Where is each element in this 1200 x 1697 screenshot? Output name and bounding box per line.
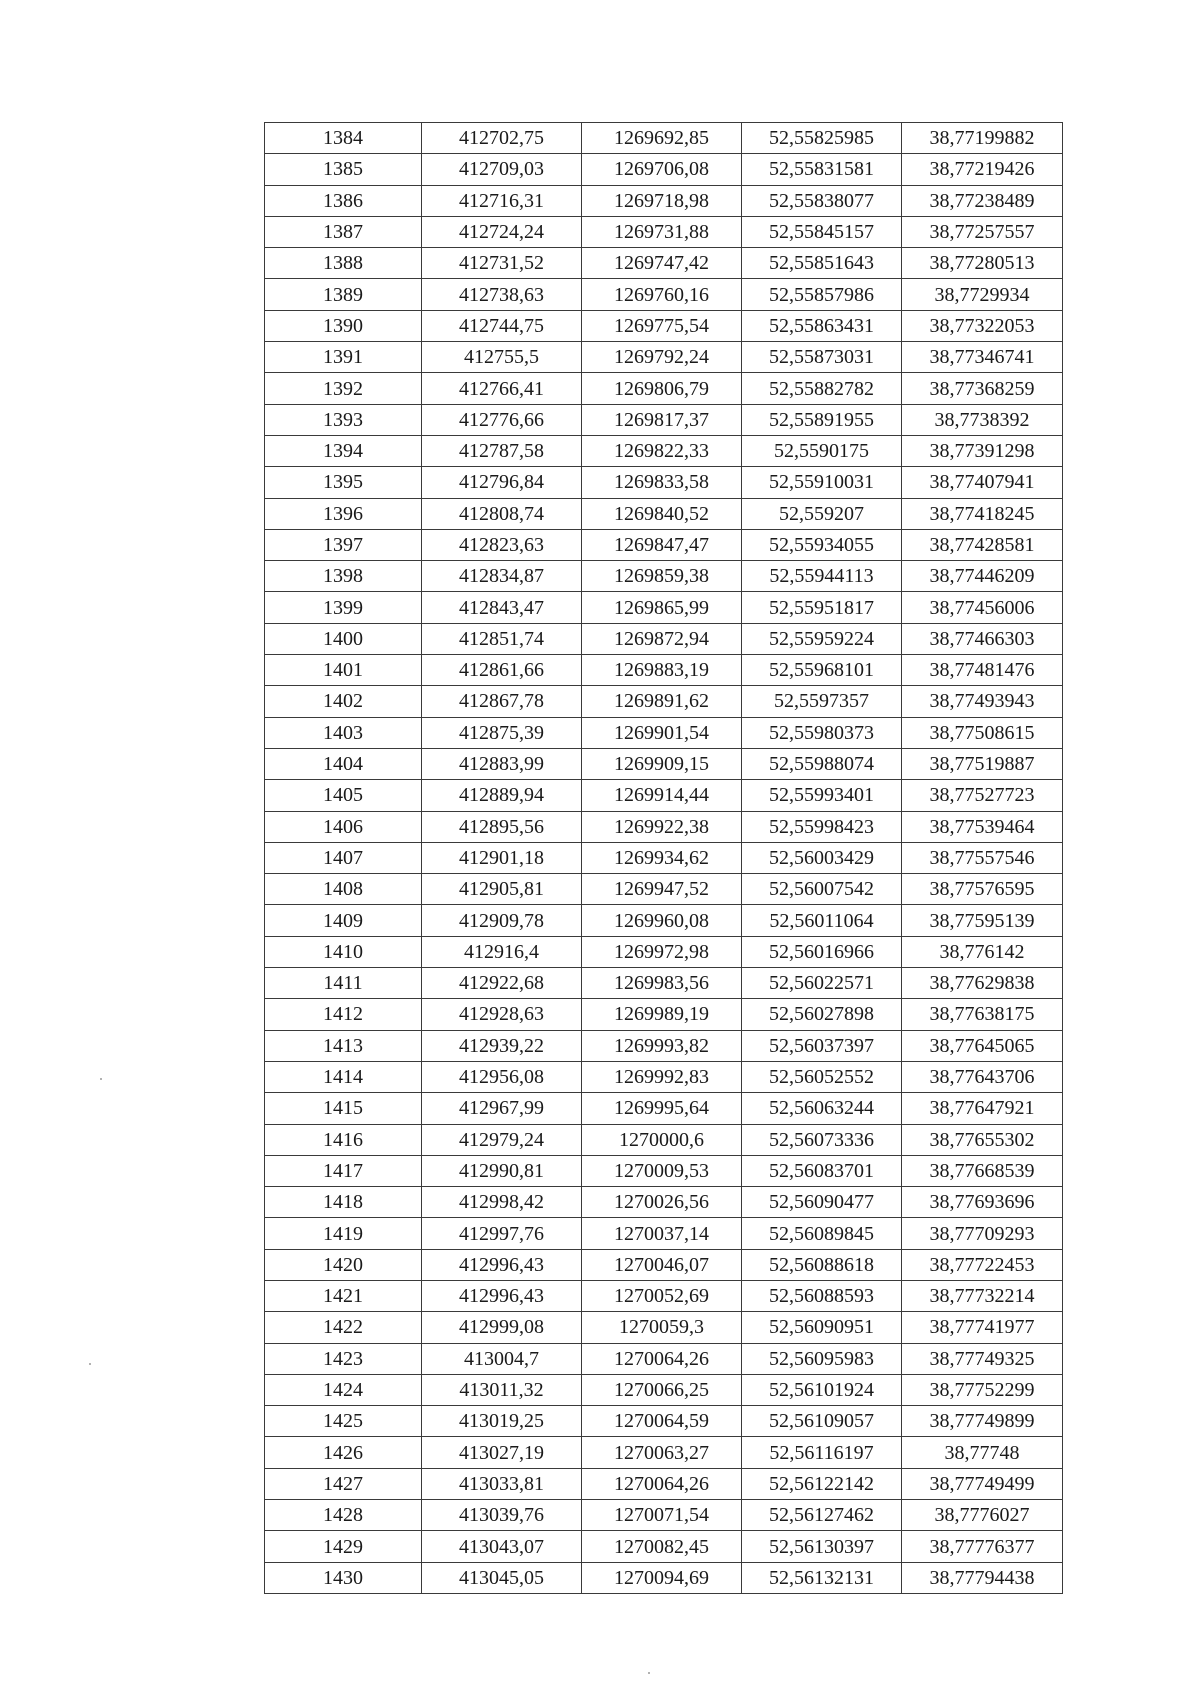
latitude-cell: 52,55838077 — [742, 185, 902, 216]
point-number-cell: 1415 — [265, 1093, 422, 1124]
latitude-cell: 52,56083701 — [742, 1155, 902, 1186]
table-row — [265, 1280, 1063, 1311]
point-number-cell: 1418 — [265, 1187, 422, 1218]
table-row — [265, 968, 1063, 999]
latitude-cell: 52,56052552 — [742, 1061, 902, 1092]
point-number-cell: 1388 — [265, 248, 422, 279]
x-coordinate-cell: 412766,41 — [422, 373, 582, 404]
coordinates-table-body — [265, 123, 1063, 1594]
x-coordinate-cell: 412867,78 — [422, 686, 582, 717]
x-coordinate-cell: 413043,07 — [422, 1531, 582, 1562]
latitude-cell: 52,55998423 — [742, 811, 902, 842]
y-coordinate-cell: 1270064,26 — [582, 1468, 742, 1499]
y-coordinate-cell: 1269747,42 — [582, 248, 742, 279]
table-row — [265, 1343, 1063, 1374]
x-coordinate-cell: 412909,78 — [422, 905, 582, 936]
point-number-cell: 1427 — [265, 1468, 422, 1499]
y-coordinate-cell: 1270059,3 — [582, 1312, 742, 1343]
longitude-cell: 38,77418245 — [902, 498, 1063, 529]
longitude-cell: 38,77629838 — [902, 968, 1063, 999]
point-number-cell: 1398 — [265, 561, 422, 592]
x-coordinate-cell: 412967,99 — [422, 1093, 582, 1124]
table-row — [265, 686, 1063, 717]
x-coordinate-cell: 412996,43 — [422, 1249, 582, 1280]
x-coordinate-cell: 412905,81 — [422, 874, 582, 905]
y-coordinate-cell: 1269847,47 — [582, 529, 742, 560]
latitude-cell: 52,56116197 — [742, 1437, 902, 1468]
latitude-cell: 52,55934055 — [742, 529, 902, 560]
y-coordinate-cell: 1270063,27 — [582, 1437, 742, 1468]
y-coordinate-cell: 1269806,79 — [582, 373, 742, 404]
x-coordinate-cell: 412776,66 — [422, 404, 582, 435]
y-coordinate-cell: 1269865,99 — [582, 592, 742, 623]
latitude-cell: 52,56073336 — [742, 1124, 902, 1155]
y-coordinate-cell: 1269891,62 — [582, 686, 742, 717]
latitude-cell: 52,55831581 — [742, 154, 902, 185]
longitude-cell: 38,77407941 — [902, 467, 1063, 498]
table-row — [265, 592, 1063, 623]
point-number-cell: 1409 — [265, 905, 422, 936]
y-coordinate-cell: 1270094,69 — [582, 1562, 742, 1593]
table-row — [265, 1187, 1063, 1218]
y-coordinate-cell: 1269760,16 — [582, 279, 742, 310]
latitude-cell: 52,56011064 — [742, 905, 902, 936]
table-row — [265, 310, 1063, 341]
table-row — [265, 404, 1063, 435]
x-coordinate-cell: 412901,18 — [422, 842, 582, 873]
y-coordinate-cell: 1269909,15 — [582, 748, 742, 779]
longitude-cell: 38,77709293 — [902, 1218, 1063, 1249]
longitude-cell: 38,77508615 — [902, 717, 1063, 748]
table-row — [265, 1312, 1063, 1343]
latitude-cell: 52,56132131 — [742, 1562, 902, 1593]
longitude-cell: 38,77576595 — [902, 874, 1063, 905]
latitude-cell: 52,56127462 — [742, 1500, 902, 1531]
y-coordinate-cell: 1269822,33 — [582, 435, 742, 466]
y-coordinate-cell: 1270052,69 — [582, 1280, 742, 1311]
x-coordinate-cell: 412861,66 — [422, 655, 582, 686]
x-coordinate-cell: 412996,43 — [422, 1280, 582, 1311]
point-number-cell: 1410 — [265, 936, 422, 967]
table-row — [265, 1374, 1063, 1405]
y-coordinate-cell: 1269872,94 — [582, 623, 742, 654]
table-row — [265, 1249, 1063, 1280]
x-coordinate-cell: 413019,25 — [422, 1406, 582, 1437]
latitude-cell: 52,56088618 — [742, 1249, 902, 1280]
table-row — [265, 342, 1063, 373]
table-row — [265, 780, 1063, 811]
latitude-cell: 52,56007542 — [742, 874, 902, 905]
table-row — [265, 1124, 1063, 1155]
x-coordinate-cell: 412916,4 — [422, 936, 582, 967]
point-number-cell: 1407 — [265, 842, 422, 873]
x-coordinate-cell: 412883,99 — [422, 748, 582, 779]
x-coordinate-cell: 412979,24 — [422, 1124, 582, 1155]
table-row — [265, 216, 1063, 247]
latitude-cell: 52,56090951 — [742, 1312, 902, 1343]
point-number-cell: 1424 — [265, 1374, 422, 1405]
point-number-cell: 1389 — [265, 279, 422, 310]
point-number-cell: 1412 — [265, 999, 422, 1030]
longitude-cell: 38,77219426 — [902, 154, 1063, 185]
table-row — [265, 1093, 1063, 1124]
point-number-cell: 1401 — [265, 655, 422, 686]
y-coordinate-cell: 1269992,83 — [582, 1061, 742, 1092]
table-row — [265, 373, 1063, 404]
y-coordinate-cell: 1269947,52 — [582, 874, 742, 905]
latitude-cell: 52,55845157 — [742, 216, 902, 247]
x-coordinate-cell: 412702,75 — [422, 123, 582, 154]
point-number-cell: 1408 — [265, 874, 422, 905]
longitude-cell: 38,77391298 — [902, 435, 1063, 466]
x-coordinate-cell: 412823,63 — [422, 529, 582, 560]
x-coordinate-cell: 412997,76 — [422, 1218, 582, 1249]
table-row — [265, 655, 1063, 686]
x-coordinate-cell: 412998,42 — [422, 1187, 582, 1218]
longitude-cell: 38,77776377 — [902, 1531, 1063, 1562]
y-coordinate-cell: 1269972,98 — [582, 936, 742, 967]
coordinates-table — [264, 122, 1063, 1594]
latitude-cell: 52,56090477 — [742, 1187, 902, 1218]
latitude-cell: 52,56109057 — [742, 1406, 902, 1437]
longitude-cell: 38,77647921 — [902, 1093, 1063, 1124]
y-coordinate-cell: 1270009,53 — [582, 1155, 742, 1186]
longitude-cell: 38,77493943 — [902, 686, 1063, 717]
point-number-cell: 1396 — [265, 498, 422, 529]
table-row — [265, 748, 1063, 779]
point-number-cell: 1422 — [265, 1312, 422, 1343]
x-coordinate-cell: 412956,08 — [422, 1061, 582, 1092]
point-number-cell: 1406 — [265, 811, 422, 842]
point-number-cell: 1399 — [265, 592, 422, 623]
table-row — [265, 1531, 1063, 1562]
longitude-cell: 38,7738392 — [902, 404, 1063, 435]
table-row — [265, 1562, 1063, 1593]
x-coordinate-cell: 412796,84 — [422, 467, 582, 498]
x-coordinate-cell: 412738,63 — [422, 279, 582, 310]
latitude-cell: 52,55851643 — [742, 248, 902, 279]
y-coordinate-cell: 1269934,62 — [582, 842, 742, 873]
point-number-cell: 1404 — [265, 748, 422, 779]
latitude-cell: 52,56101924 — [742, 1374, 902, 1405]
x-coordinate-cell: 413039,76 — [422, 1500, 582, 1531]
longitude-cell: 38,77257557 — [902, 216, 1063, 247]
y-coordinate-cell: 1269833,58 — [582, 467, 742, 498]
table-row — [265, 435, 1063, 466]
scan-speck — [100, 1078, 102, 1080]
latitude-cell: 52,5590175 — [742, 435, 902, 466]
longitude-cell: 38,77481476 — [902, 655, 1063, 686]
point-number-cell: 1400 — [265, 623, 422, 654]
longitude-cell: 38,77638175 — [902, 999, 1063, 1030]
table-row — [265, 529, 1063, 560]
y-coordinate-cell: 1269706,08 — [582, 154, 742, 185]
latitude-cell: 52,55951817 — [742, 592, 902, 623]
longitude-cell: 38,77693696 — [902, 1187, 1063, 1218]
longitude-cell: 38,77752299 — [902, 1374, 1063, 1405]
latitude-cell: 52,56122142 — [742, 1468, 902, 1499]
x-coordinate-cell: 412744,75 — [422, 310, 582, 341]
point-number-cell: 1393 — [265, 404, 422, 435]
y-coordinate-cell: 1270066,25 — [582, 1374, 742, 1405]
point-number-cell: 1385 — [265, 154, 422, 185]
table-row — [265, 1468, 1063, 1499]
y-coordinate-cell: 1269993,82 — [582, 1030, 742, 1061]
y-coordinate-cell: 1269731,88 — [582, 216, 742, 247]
y-coordinate-cell: 1269901,54 — [582, 717, 742, 748]
x-coordinate-cell: 412922,68 — [422, 968, 582, 999]
longitude-cell: 38,7729934 — [902, 279, 1063, 310]
table-row — [265, 905, 1063, 936]
longitude-cell: 38,77595139 — [902, 905, 1063, 936]
point-number-cell: 1395 — [265, 467, 422, 498]
latitude-cell: 52,55988074 — [742, 748, 902, 779]
y-coordinate-cell: 1269914,44 — [582, 780, 742, 811]
longitude-cell: 38,77368259 — [902, 373, 1063, 404]
x-coordinate-cell: 412709,03 — [422, 154, 582, 185]
x-coordinate-cell: 413011,32 — [422, 1374, 582, 1405]
table-row — [265, 561, 1063, 592]
point-number-cell: 1426 — [265, 1437, 422, 1468]
latitude-cell: 52,55968101 — [742, 655, 902, 686]
latitude-cell: 52,55980373 — [742, 717, 902, 748]
table-row — [265, 123, 1063, 154]
latitude-cell: 52,55959224 — [742, 623, 902, 654]
x-coordinate-cell: 413004,7 — [422, 1343, 582, 1374]
table-row — [265, 1218, 1063, 1249]
longitude-cell: 38,77456006 — [902, 592, 1063, 623]
y-coordinate-cell: 1270046,07 — [582, 1249, 742, 1280]
table-row — [265, 1061, 1063, 1092]
point-number-cell: 1387 — [265, 216, 422, 247]
longitude-cell: 38,77749499 — [902, 1468, 1063, 1499]
longitude-cell: 38,77446209 — [902, 561, 1063, 592]
y-coordinate-cell: 1269692,85 — [582, 123, 742, 154]
longitude-cell: 38,77466303 — [902, 623, 1063, 654]
longitude-cell: 38,77280513 — [902, 248, 1063, 279]
x-coordinate-cell: 413033,81 — [422, 1468, 582, 1499]
latitude-cell: 52,56003429 — [742, 842, 902, 873]
table-row — [265, 154, 1063, 185]
point-number-cell: 1429 — [265, 1531, 422, 1562]
longitude-cell: 38,77238489 — [902, 185, 1063, 216]
latitude-cell: 52,55944113 — [742, 561, 902, 592]
latitude-cell: 52,56016966 — [742, 936, 902, 967]
longitude-cell: 38,77668539 — [902, 1155, 1063, 1186]
latitude-cell: 52,55910031 — [742, 467, 902, 498]
point-number-cell: 1430 — [265, 1562, 422, 1593]
latitude-cell: 52,56089845 — [742, 1218, 902, 1249]
x-coordinate-cell: 412755,5 — [422, 342, 582, 373]
y-coordinate-cell: 1270026,56 — [582, 1187, 742, 1218]
x-coordinate-cell: 412716,31 — [422, 185, 582, 216]
x-coordinate-cell: 412808,74 — [422, 498, 582, 529]
point-number-cell: 1411 — [265, 968, 422, 999]
x-coordinate-cell: 412843,47 — [422, 592, 582, 623]
longitude-cell: 38,77748 — [902, 1437, 1063, 1468]
latitude-cell: 52,55857986 — [742, 279, 902, 310]
y-coordinate-cell: 1269792,24 — [582, 342, 742, 373]
y-coordinate-cell: 1269922,38 — [582, 811, 742, 842]
latitude-cell: 52,55873031 — [742, 342, 902, 373]
latitude-cell: 52,56022571 — [742, 968, 902, 999]
point-number-cell: 1428 — [265, 1500, 422, 1531]
longitude-cell: 38,77557546 — [902, 842, 1063, 873]
y-coordinate-cell: 1269960,08 — [582, 905, 742, 936]
point-number-cell: 1423 — [265, 1343, 422, 1374]
x-coordinate-cell: 412999,08 — [422, 1312, 582, 1343]
table-row — [265, 999, 1063, 1030]
longitude-cell: 38,77741977 — [902, 1312, 1063, 1343]
table-row — [265, 279, 1063, 310]
x-coordinate-cell: 412834,87 — [422, 561, 582, 592]
table-row — [265, 842, 1063, 873]
table-row — [265, 1155, 1063, 1186]
y-coordinate-cell: 1270071,54 — [582, 1500, 742, 1531]
scan-speck — [648, 1672, 650, 1674]
latitude-cell: 52,56130397 — [742, 1531, 902, 1562]
latitude-cell: 52,55891955 — [742, 404, 902, 435]
point-number-cell: 1391 — [265, 342, 422, 373]
x-coordinate-cell: 412787,58 — [422, 435, 582, 466]
longitude-cell: 38,77539464 — [902, 811, 1063, 842]
point-number-cell: 1420 — [265, 1249, 422, 1280]
table-row — [265, 498, 1063, 529]
table-row — [265, 936, 1063, 967]
latitude-cell: 52,55825985 — [742, 123, 902, 154]
y-coordinate-cell: 1269840,52 — [582, 498, 742, 529]
point-number-cell: 1413 — [265, 1030, 422, 1061]
y-coordinate-cell: 1269859,38 — [582, 561, 742, 592]
latitude-cell: 52,55993401 — [742, 780, 902, 811]
point-number-cell: 1390 — [265, 310, 422, 341]
y-coordinate-cell: 1270000,6 — [582, 1124, 742, 1155]
y-coordinate-cell: 1269989,19 — [582, 999, 742, 1030]
longitude-cell: 38,77322053 — [902, 310, 1063, 341]
y-coordinate-cell: 1270037,14 — [582, 1218, 742, 1249]
point-number-cell: 1394 — [265, 435, 422, 466]
point-number-cell: 1384 — [265, 123, 422, 154]
y-coordinate-cell: 1269718,98 — [582, 185, 742, 216]
latitude-cell: 52,56027898 — [742, 999, 902, 1030]
longitude-cell: 38,77732214 — [902, 1280, 1063, 1311]
x-coordinate-cell: 412875,39 — [422, 717, 582, 748]
longitude-cell: 38,77199882 — [902, 123, 1063, 154]
y-coordinate-cell: 1270064,59 — [582, 1406, 742, 1437]
point-number-cell: 1392 — [265, 373, 422, 404]
longitude-cell: 38,77794438 — [902, 1562, 1063, 1593]
table-row — [265, 717, 1063, 748]
y-coordinate-cell: 1269775,54 — [582, 310, 742, 341]
table-row — [265, 623, 1063, 654]
point-number-cell: 1405 — [265, 780, 422, 811]
table-row — [265, 1437, 1063, 1468]
latitude-cell: 52,56063244 — [742, 1093, 902, 1124]
table-row — [265, 467, 1063, 498]
latitude-cell: 52,55863431 — [742, 310, 902, 341]
x-coordinate-cell: 412939,22 — [422, 1030, 582, 1061]
point-number-cell: 1414 — [265, 1061, 422, 1092]
longitude-cell: 38,77527723 — [902, 780, 1063, 811]
point-number-cell: 1425 — [265, 1406, 422, 1437]
longitude-cell: 38,776142 — [902, 936, 1063, 967]
latitude-cell: 52,56095983 — [742, 1343, 902, 1374]
table-row — [265, 185, 1063, 216]
x-coordinate-cell: 413027,19 — [422, 1437, 582, 1468]
latitude-cell: 52,5597357 — [742, 686, 902, 717]
scan-speck — [89, 1363, 91, 1365]
latitude-cell: 52,56088593 — [742, 1280, 902, 1311]
y-coordinate-cell: 1270082,45 — [582, 1531, 742, 1562]
point-number-cell: 1403 — [265, 717, 422, 748]
longitude-cell: 38,7776027 — [902, 1500, 1063, 1531]
y-coordinate-cell: 1269983,56 — [582, 968, 742, 999]
y-coordinate-cell: 1270064,26 — [582, 1343, 742, 1374]
longitude-cell: 38,77519887 — [902, 748, 1063, 779]
table-row — [265, 1500, 1063, 1531]
table-row — [265, 874, 1063, 905]
x-coordinate-cell: 412851,74 — [422, 623, 582, 654]
longitude-cell: 38,77643706 — [902, 1061, 1063, 1092]
longitude-cell: 38,77655302 — [902, 1124, 1063, 1155]
x-coordinate-cell: 413045,05 — [422, 1562, 582, 1593]
point-number-cell: 1386 — [265, 185, 422, 216]
table-row — [265, 811, 1063, 842]
table-row — [265, 1030, 1063, 1061]
x-coordinate-cell: 412895,56 — [422, 811, 582, 842]
longitude-cell: 38,77346741 — [902, 342, 1063, 373]
point-number-cell: 1419 — [265, 1218, 422, 1249]
latitude-cell: 52,559207 — [742, 498, 902, 529]
point-number-cell: 1417 — [265, 1155, 422, 1186]
x-coordinate-cell: 412889,94 — [422, 780, 582, 811]
x-coordinate-cell: 412724,24 — [422, 216, 582, 247]
y-coordinate-cell: 1269817,37 — [582, 404, 742, 435]
table-row — [265, 248, 1063, 279]
longitude-cell: 38,77645065 — [902, 1030, 1063, 1061]
y-coordinate-cell: 1269995,64 — [582, 1093, 742, 1124]
longitude-cell: 38,77722453 — [902, 1249, 1063, 1280]
latitude-cell: 52,55882782 — [742, 373, 902, 404]
point-number-cell: 1416 — [265, 1124, 422, 1155]
longitude-cell: 38,77428581 — [902, 529, 1063, 560]
table-row — [265, 1406, 1063, 1437]
y-coordinate-cell: 1269883,19 — [582, 655, 742, 686]
longitude-cell: 38,77749325 — [902, 1343, 1063, 1374]
x-coordinate-cell: 412731,52 — [422, 248, 582, 279]
point-number-cell: 1402 — [265, 686, 422, 717]
x-coordinate-cell: 412928,63 — [422, 999, 582, 1030]
point-number-cell: 1421 — [265, 1280, 422, 1311]
x-coordinate-cell: 412990,81 — [422, 1155, 582, 1186]
point-number-cell: 1397 — [265, 529, 422, 560]
latitude-cell: 52,56037397 — [742, 1030, 902, 1061]
longitude-cell: 38,77749899 — [902, 1406, 1063, 1437]
